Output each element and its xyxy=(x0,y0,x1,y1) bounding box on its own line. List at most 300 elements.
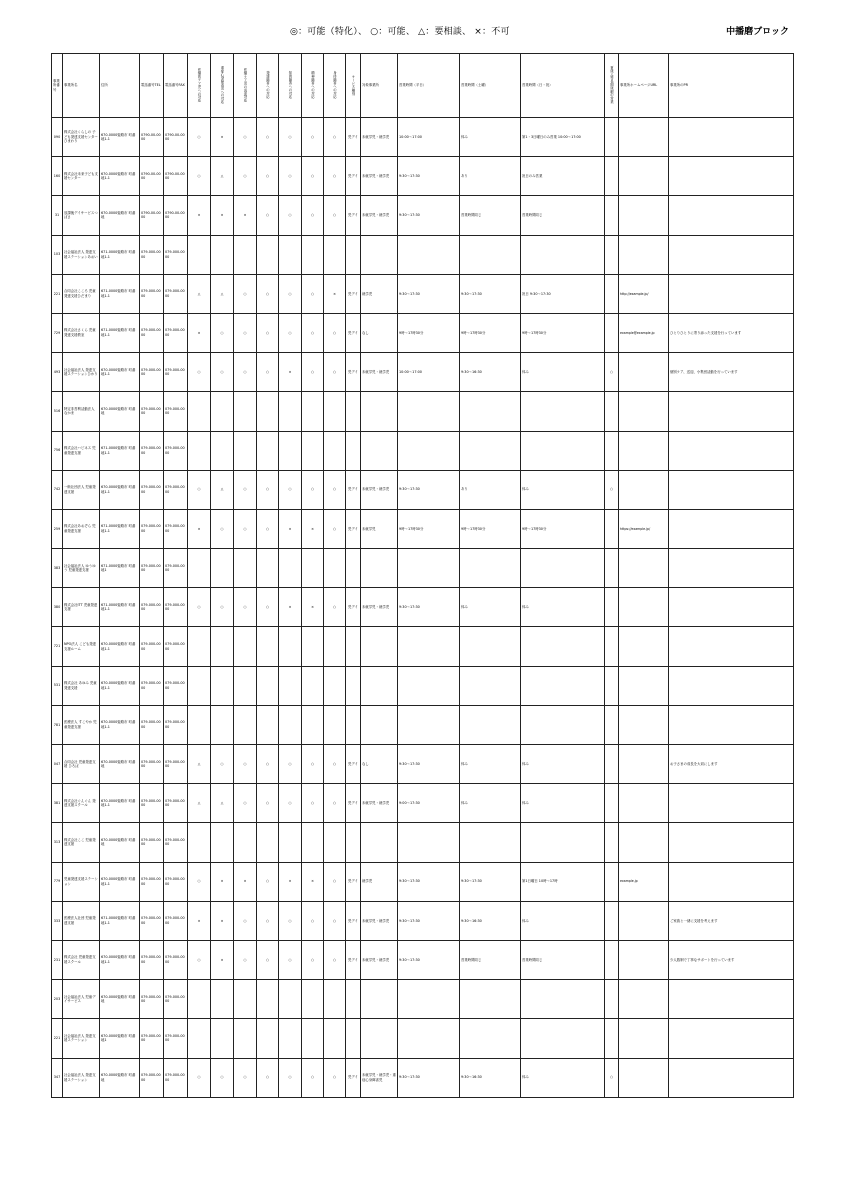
cell-service-type: 児デイ xyxy=(346,509,361,548)
cell-mark: ○ xyxy=(324,118,346,157)
cell-mark xyxy=(234,980,257,1019)
cell-target: 未就学児・就学児 xyxy=(361,157,398,196)
cell-mark: △ xyxy=(188,784,211,823)
cell-saturday xyxy=(460,235,521,274)
cell-sunday xyxy=(521,823,605,862)
cell-mark xyxy=(234,549,257,588)
cell-fax: 079-000-0000 xyxy=(164,235,188,274)
cell-mark: × xyxy=(302,862,324,901)
cell-long-holiday: ○ xyxy=(605,1058,619,1097)
cell-mark xyxy=(279,392,302,431)
cell-weekday: 10:00〜17:00 xyxy=(398,353,460,392)
cell-mark xyxy=(279,235,302,274)
cell-mark xyxy=(234,431,257,470)
cell-address: 670-0000姫路市 町番地 xyxy=(100,745,140,784)
cell-fax: 079-000-0000 xyxy=(164,274,188,313)
table-row xyxy=(52,353,794,392)
table-row xyxy=(52,431,794,470)
cell-service-type: 児デイ xyxy=(346,274,361,313)
cell-fax: 079-000-0000 xyxy=(164,470,188,509)
cell-mark: ○ xyxy=(234,353,257,392)
cell-homepage xyxy=(619,353,669,392)
table-row xyxy=(52,509,794,548)
cell-weekday xyxy=(398,1019,460,1058)
header-fax: 電話番号FAX xyxy=(164,54,188,118)
cell-mark: ○ xyxy=(279,313,302,352)
cell-sunday: 休み xyxy=(521,588,605,627)
cell-no: 781 xyxy=(52,705,63,744)
table-row xyxy=(52,235,794,274)
cell-long-holiday xyxy=(605,745,619,784)
header-physical xyxy=(324,54,346,118)
cell-address: 671-0000姫路市 町番地1-1 xyxy=(100,313,140,352)
cell-long-holiday xyxy=(605,392,619,431)
cell-service-type: 児デイ xyxy=(346,862,361,901)
cell-mark: ○ xyxy=(302,313,324,352)
cell-pr: 個別ケア、送迎、小集団活動を行っています xyxy=(669,353,794,392)
cell-address: 670-0000姫路市 町番地1-1 xyxy=(100,705,140,744)
cell-mark: ○ xyxy=(211,313,234,352)
cell-target: 未就学児・就学児 xyxy=(361,353,398,392)
cell-no: 047 xyxy=(52,745,63,784)
cell-mark xyxy=(211,549,234,588)
cell-mark: ○ xyxy=(234,313,257,352)
header-sunday: 営業時間（日・祝） xyxy=(521,54,605,118)
cell-no: 729 xyxy=(52,313,63,352)
cell-mark xyxy=(324,980,346,1019)
cell-long-holiday xyxy=(605,549,619,588)
cell-mark: × xyxy=(279,353,302,392)
cell-mark: ○ xyxy=(188,1058,211,1097)
cell-mark xyxy=(302,705,324,744)
cell-mark: × xyxy=(188,901,211,940)
cell-saturday: 9時〜17時30分 xyxy=(460,509,521,548)
cell-homepage: https://example.jp/ xyxy=(619,509,669,548)
cell-tel: 079-000-0000 xyxy=(140,470,164,509)
cell-no: 347 xyxy=(52,1058,63,1097)
cell-mark xyxy=(257,392,279,431)
cell-mark: ○ xyxy=(279,274,302,313)
facility-table xyxy=(51,53,794,1098)
cell-pr xyxy=(669,196,794,235)
cell-name: 社会福祉法人 ゆうゆう 児童発達支援 xyxy=(63,549,100,588)
cell-mark: ○ xyxy=(257,862,279,901)
cell-no: 090 xyxy=(52,118,63,157)
cell-name: 社会福祉法人 発達支援ステーションあおい xyxy=(63,235,100,274)
cell-homepage xyxy=(619,666,669,705)
cell-fax: 079-000-0000 xyxy=(164,784,188,823)
cell-sunday xyxy=(521,666,605,705)
cell-mark: ○ xyxy=(188,862,211,901)
cell-no: 381 xyxy=(52,784,63,823)
cell-name: 特定非営利活動法人 なかま xyxy=(63,392,100,431)
cell-service-type: 児デイ xyxy=(346,745,361,784)
cell-mark xyxy=(324,235,346,274)
cell-saturday xyxy=(460,823,521,862)
cell-pr: ご家族と一緒に支援を考えます xyxy=(669,901,794,940)
cell-name: NPO法人 こども発達支援ルーム xyxy=(63,627,100,666)
cell-long-holiday xyxy=(605,118,619,157)
cell-mark xyxy=(257,1019,279,1058)
cell-tel: 079-000-0000 xyxy=(140,588,164,627)
cell-pr xyxy=(669,118,794,157)
cell-mark xyxy=(279,627,302,666)
cell-mark xyxy=(279,549,302,588)
cell-mark: ○ xyxy=(324,470,346,509)
cell-mark: ○ xyxy=(257,196,279,235)
cell-name: 医療法人 すこやか 児童発達支援 xyxy=(63,705,100,744)
cell-sunday: 祝日のみ営業 xyxy=(521,157,605,196)
cell-mark: ○ xyxy=(302,274,324,313)
cell-weekday: 9:30〜17:30 xyxy=(398,157,460,196)
cell-mark: ○ xyxy=(257,274,279,313)
cell-service-type xyxy=(346,1019,361,1058)
cell-mark: ○ xyxy=(257,157,279,196)
cell-mark xyxy=(324,1019,346,1058)
cell-service-type xyxy=(346,980,361,1019)
cell-sunday: 休み xyxy=(521,353,605,392)
cell-mark xyxy=(234,666,257,705)
cell-saturday xyxy=(460,627,521,666)
header-long-holiday xyxy=(605,54,619,118)
header-row xyxy=(52,54,794,118)
cell-mark: ○ xyxy=(257,313,279,352)
cell-mark: ○ xyxy=(324,353,346,392)
cell-name: 社会福祉法人 発達支援ステーション xyxy=(63,1058,100,1097)
cell-mark xyxy=(211,980,234,1019)
cell-tel: 0790-00-0000 xyxy=(140,196,164,235)
cell-target: 未就学児・就学児 xyxy=(361,196,398,235)
table-row xyxy=(52,823,794,862)
cell-fax: 079-000-0000 xyxy=(164,980,188,1019)
cell-tel: 079-000-0000 xyxy=(140,745,164,784)
cell-weekday xyxy=(398,627,460,666)
cell-address: 670-0000姫路市 町番地1-1 xyxy=(100,666,140,705)
cell-fax: 079-000-0000 xyxy=(164,627,188,666)
header-intellectual-label: 知的障害への対応 xyxy=(288,71,292,99)
cell-sunday xyxy=(521,705,605,744)
cell-mark: × xyxy=(211,940,234,979)
cell-mark xyxy=(234,823,257,862)
cell-no: 380 xyxy=(52,588,63,627)
cell-sunday: 休み xyxy=(521,745,605,784)
cell-pr xyxy=(669,274,794,313)
cell-mark: ○ xyxy=(257,118,279,157)
cell-mark xyxy=(188,980,211,1019)
cell-long-holiday xyxy=(605,1019,619,1058)
cell-weekday: 9:30〜17:30 xyxy=(398,1058,460,1097)
cell-service-type xyxy=(346,666,361,705)
cell-mark xyxy=(302,431,324,470)
cell-long-holiday xyxy=(605,274,619,313)
table-row xyxy=(52,705,794,744)
cell-fax: 0790-00-0000 xyxy=(164,157,188,196)
cell-pr xyxy=(669,784,794,823)
cell-mark: ○ xyxy=(257,509,279,548)
cell-homepage xyxy=(619,745,669,784)
cell-tel: 079-000-0000 xyxy=(140,313,164,352)
cell-address: 671-0000姫路市 町番地1 xyxy=(100,549,140,588)
cell-name: 株式会社ITT 児童発達支援 xyxy=(63,588,100,627)
cell-mark: ○ xyxy=(211,745,234,784)
cell-long-holiday xyxy=(605,196,619,235)
cell-no: 313 xyxy=(52,823,63,862)
cell-mark: ○ xyxy=(211,353,234,392)
cell-sunday: 9時〜17時30分 xyxy=(521,313,605,352)
cell-no: 721 xyxy=(52,627,63,666)
cell-pr xyxy=(669,157,794,196)
header-physical-label: 身体障害への対応 xyxy=(332,71,337,99)
cell-saturday: あり xyxy=(460,470,521,509)
cell-mark: ○ xyxy=(324,313,346,352)
cell-mark: × xyxy=(234,862,257,901)
cell-mark xyxy=(324,627,346,666)
cell-mark xyxy=(188,705,211,744)
cell-address: 670-0000姫路市 町番地1-1 xyxy=(100,940,140,979)
cell-mark: ○ xyxy=(234,940,257,979)
cell-pr xyxy=(669,1019,794,1058)
cell-sunday xyxy=(521,235,605,274)
cell-fax: 079-000-0000 xyxy=(164,392,188,431)
cell-name: 株式会社未来子ども支援センター xyxy=(63,157,100,196)
cell-mark xyxy=(188,392,211,431)
cell-address: 671-0000姫路市 町番地1-1 xyxy=(100,588,140,627)
cell-saturday: 9:30〜16:30 xyxy=(460,1058,521,1097)
cell-mark: ○ xyxy=(279,1058,302,1097)
cell-mark: ○ xyxy=(188,470,211,509)
cell-saturday: 休み xyxy=(460,784,521,823)
cell-homepage xyxy=(619,627,669,666)
cell-name: 株式会社 児童発達支援スクール xyxy=(63,940,100,979)
cell-weekday: 9:30〜17:30 xyxy=(398,274,460,313)
cell-mark: ○ xyxy=(257,901,279,940)
cell-mark xyxy=(257,431,279,470)
header-transport-label: 医療ケア児の送迎対応 xyxy=(243,67,247,102)
cell-mark xyxy=(188,431,211,470)
cell-name: 放課後デイサービスつばさ xyxy=(63,196,100,235)
cell-address: 670-0000姫路市 町番地1-1 xyxy=(100,862,140,901)
header-service-type xyxy=(346,54,361,118)
cell-mark xyxy=(188,666,211,705)
cell-weekday xyxy=(398,549,460,588)
cell-weekday: 9:00〜17:30 xyxy=(398,784,460,823)
header-developmental-label: 発達障害への対応 xyxy=(265,71,270,99)
table-row xyxy=(52,940,794,979)
cell-target: なし xyxy=(361,313,398,352)
cell-homepage xyxy=(619,118,669,157)
cell-no: 779 xyxy=(52,862,63,901)
cell-fax: 079-000-0000 xyxy=(164,940,188,979)
cell-tel: 079-000-0000 xyxy=(140,235,164,274)
cell-long-holiday xyxy=(605,666,619,705)
cell-mark: △ xyxy=(188,745,211,784)
region-title: 中播磨ブロック xyxy=(726,27,789,37)
cell-mark: ○ xyxy=(279,118,302,157)
cell-mark: × xyxy=(188,196,211,235)
cell-mark: ○ xyxy=(234,157,257,196)
cell-long-holiday xyxy=(605,157,619,196)
cell-sunday xyxy=(521,627,605,666)
cell-saturday: 休み xyxy=(460,588,521,627)
cell-name: 医療法人社団 児童発達支援 xyxy=(63,901,100,940)
table-row xyxy=(52,588,794,627)
cell-mark: × xyxy=(302,588,324,627)
cell-homepage xyxy=(619,392,669,431)
cell-weekday: 10:00〜17:00 xyxy=(398,118,460,157)
cell-target xyxy=(361,705,398,744)
cell-mark: ○ xyxy=(234,901,257,940)
cell-mark xyxy=(188,823,211,862)
cell-no: 160 xyxy=(52,157,63,196)
cell-mark xyxy=(188,549,211,588)
cell-mark xyxy=(279,1019,302,1058)
cell-weekday: 9:30〜17:30 xyxy=(398,901,460,940)
cell-tel: 079-000-0000 xyxy=(140,705,164,744)
cell-service-type xyxy=(346,705,361,744)
cell-saturday: 9時〜17時30分 xyxy=(460,313,521,352)
cell-saturday xyxy=(460,431,521,470)
cell-address: 670-0000姫路市 町番地1 xyxy=(100,1019,140,1058)
cell-weekday: 9:30〜17:30 xyxy=(398,940,460,979)
cell-fax: 0790-00-0000 xyxy=(164,196,188,235)
cell-homepage xyxy=(619,784,669,823)
table-row xyxy=(52,118,794,157)
cell-saturday xyxy=(460,1019,521,1058)
cell-sunday: 祝日 9:30〜17:30 xyxy=(521,274,605,313)
cell-mark xyxy=(211,1019,234,1058)
cell-tel: 079-000-0000 xyxy=(140,509,164,548)
cell-fax: 079-000-0000 xyxy=(164,353,188,392)
cell-long-holiday xyxy=(605,823,619,862)
cell-mark xyxy=(324,549,346,588)
cell-mark xyxy=(188,627,211,666)
cell-sunday: 休み xyxy=(521,901,605,940)
cell-address: 670-0000姫路市 町番地 xyxy=(100,1058,140,1097)
cell-mark: ○ xyxy=(234,470,257,509)
table-row xyxy=(52,784,794,823)
cell-service-type xyxy=(346,549,361,588)
header-developmental xyxy=(257,54,279,118)
table-row xyxy=(52,1058,794,1097)
cell-tel: 079-000-0000 xyxy=(140,353,164,392)
cell-mark: ○ xyxy=(302,470,324,509)
cell-pr xyxy=(669,862,794,901)
cell-mark: ○ xyxy=(234,745,257,784)
cell-tel: 079-000-0000 xyxy=(140,1058,164,1097)
header-tel: 電話番号TEL xyxy=(140,54,164,118)
cell-saturday xyxy=(460,392,521,431)
cell-mark xyxy=(257,235,279,274)
cell-homepage xyxy=(619,980,669,1019)
cell-mark xyxy=(302,392,324,431)
header-service-type-label: サービス種別 xyxy=(351,74,355,95)
cell-service-type: 児デイ xyxy=(346,940,361,979)
header-medical-care-label: 医療的ケア児への対応 xyxy=(197,67,201,102)
cell-weekday: 9:30〜17:30 xyxy=(398,745,460,784)
cell-fax: 0790-00-0000 xyxy=(164,118,188,157)
cell-service-type xyxy=(346,235,361,274)
cell-weekday xyxy=(398,431,460,470)
cell-name: 社会福祉法人 発達支援ステーション xyxy=(63,1019,100,1058)
cell-mark: ○ xyxy=(279,901,302,940)
cell-mark xyxy=(324,431,346,470)
cell-long-holiday xyxy=(605,431,619,470)
cell-sunday: 営業時間同じ xyxy=(521,196,605,235)
cell-sunday xyxy=(521,392,605,431)
cell-no: 333 xyxy=(52,901,63,940)
cell-mark: × xyxy=(279,588,302,627)
cell-name: 社会福祉法人 児童デイサービス xyxy=(63,980,100,1019)
cell-address: 670-0000姫路市 町番地 xyxy=(100,196,140,235)
cell-mark xyxy=(211,235,234,274)
cell-target: 未就学児・就学児 xyxy=(361,901,398,940)
cell-mark xyxy=(302,627,324,666)
cell-target: 未就学児 xyxy=(361,509,398,548)
cell-no: 31 xyxy=(52,196,63,235)
cell-long-holiday xyxy=(605,901,619,940)
table-row xyxy=(52,274,794,313)
cell-long-holiday xyxy=(605,940,619,979)
table-row xyxy=(52,901,794,940)
cell-saturday: 9:30〜17:30 xyxy=(460,274,521,313)
cell-tel: 079-000-0000 xyxy=(140,549,164,588)
cell-homepage xyxy=(619,157,669,196)
cell-target: 未就学児・就学児 xyxy=(361,588,398,627)
cell-mark: × xyxy=(279,509,302,548)
cell-pr xyxy=(669,666,794,705)
cell-homepage xyxy=(619,588,669,627)
cell-saturday: あり xyxy=(460,157,521,196)
table-row xyxy=(52,470,794,509)
cell-tel: 079-000-0000 xyxy=(140,980,164,1019)
cell-weekday: 9:30〜17:30 xyxy=(398,196,460,235)
cell-long-holiday: ○ xyxy=(605,353,619,392)
header-weekday: 営業時間（平日） xyxy=(398,54,460,118)
cell-name: 株式会社 あゆみ 児童発達支援 xyxy=(63,666,100,705)
cell-mark: ○ xyxy=(279,784,302,823)
cell-mark xyxy=(324,392,346,431)
cell-long-holiday xyxy=(605,980,619,1019)
cell-mark: ○ xyxy=(257,940,279,979)
cell-name: 児童発達支援ステーション xyxy=(63,862,100,901)
cell-homepage xyxy=(619,470,669,509)
cell-target: 未就学児・就学児・重症心身障害児 xyxy=(361,1058,398,1097)
cell-sunday: 第1・3日曜日のみ営業 10:00〜17:00 xyxy=(521,118,605,157)
cell-saturday: 休み xyxy=(460,745,521,784)
cell-pr xyxy=(669,549,794,588)
cell-mark: ○ xyxy=(234,784,257,823)
cell-mark: ○ xyxy=(302,784,324,823)
cell-mark: △ xyxy=(211,784,234,823)
cell-mark xyxy=(279,705,302,744)
cell-tel: 079-000-0000 xyxy=(140,1019,164,1058)
cell-weekday xyxy=(398,980,460,1019)
cell-service-type: 児デイ xyxy=(346,1058,361,1097)
cell-target: 未就学児・就学児 xyxy=(361,470,398,509)
cell-no: 531 xyxy=(52,666,63,705)
cell-mark: ○ xyxy=(302,1058,324,1097)
cell-fax: 079-000-0000 xyxy=(164,1058,188,1097)
cell-saturday: 9:30〜17:30 xyxy=(460,862,521,901)
cell-no: 742 xyxy=(52,470,63,509)
cell-mark xyxy=(257,549,279,588)
cell-mark: ○ xyxy=(324,784,346,823)
cell-long-holiday xyxy=(605,235,619,274)
cell-no: 259 xyxy=(52,509,63,548)
cell-mark xyxy=(188,1019,211,1058)
cell-address: 670-0000姫路市 町番地 xyxy=(100,980,140,1019)
header-name: 事業所名 xyxy=(63,54,100,118)
